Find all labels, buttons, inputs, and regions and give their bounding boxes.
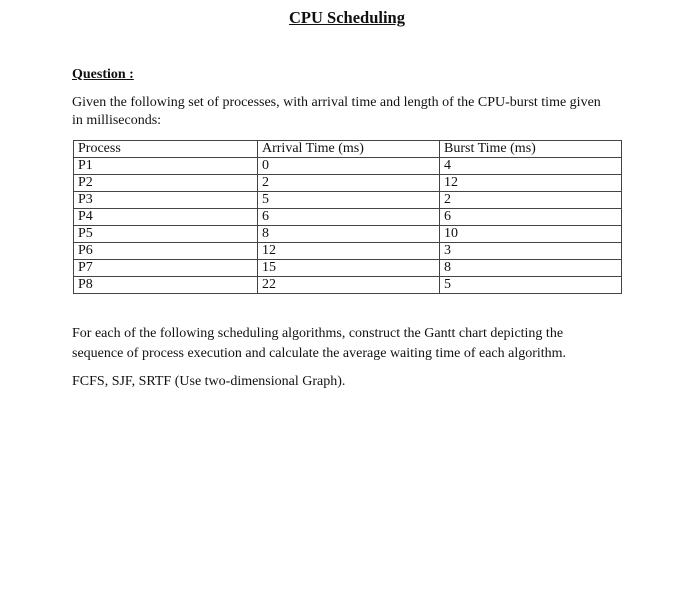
burst-cell: 10 <box>440 226 622 243</box>
arrival-cell: 2 <box>258 175 440 192</box>
process-table <box>73 140 622 294</box>
burst-cell: 2 <box>440 192 622 209</box>
question-heading: Question : <box>72 67 134 82</box>
arrival-cell: 5 <box>258 192 440 209</box>
table-row <box>74 277 622 294</box>
burst-cell: 4 <box>440 158 622 175</box>
intro-paragraph: Given the following set of processes, with arrival time and length of the CPU-burst time given in milliseconds: <box>72 95 601 128</box>
arrival-cell: 22 <box>258 277 440 294</box>
burst-cell: 8 <box>440 260 622 277</box>
page-title: CPU Scheduling <box>289 8 405 27</box>
arrival-cell: 6 <box>258 209 440 226</box>
arrival-cell: 12 <box>258 243 440 260</box>
table-row <box>74 175 622 192</box>
table-row <box>74 226 622 243</box>
algorithms-paragraph: FCFS, SJF, SRTF (Use two-dimensional Graph). <box>72 374 346 389</box>
burst-cell: 3 <box>440 243 622 260</box>
burst-cell: 5 <box>440 277 622 294</box>
process-cell: P8 <box>74 277 258 294</box>
process-cell: P5 <box>74 226 258 243</box>
process-cell: P1 <box>74 158 258 175</box>
arrival-cell: 8 <box>258 226 440 243</box>
arrival-cell: 15 <box>258 260 440 277</box>
header-arrival-time: Arrival Time (ms) <box>258 141 440 158</box>
table-header-row <box>74 141 622 158</box>
arrival-cell: 0 <box>258 158 440 175</box>
table-row <box>74 209 622 226</box>
process-cell: P4 <box>74 209 258 226</box>
header-process: Process <box>74 141 258 158</box>
table-row <box>74 158 622 175</box>
table-row <box>74 192 622 209</box>
process-cell: P6 <box>74 243 258 260</box>
header-burst-time: Burst Time (ms) <box>440 141 622 158</box>
instructions-paragraph: For each of the following scheduling algorithms, construct the Gantt chart depicting the sequence of process execution and calculate the average waiting time of each algorithm. <box>72 326 567 361</box>
table-row <box>74 260 622 277</box>
process-cell: P3 <box>74 192 258 209</box>
process-cell: P7 <box>74 260 258 277</box>
burst-cell: 6 <box>440 209 622 226</box>
process-cell: P2 <box>74 175 258 192</box>
table-row <box>74 243 622 260</box>
burst-cell: 12 <box>440 175 622 192</box>
